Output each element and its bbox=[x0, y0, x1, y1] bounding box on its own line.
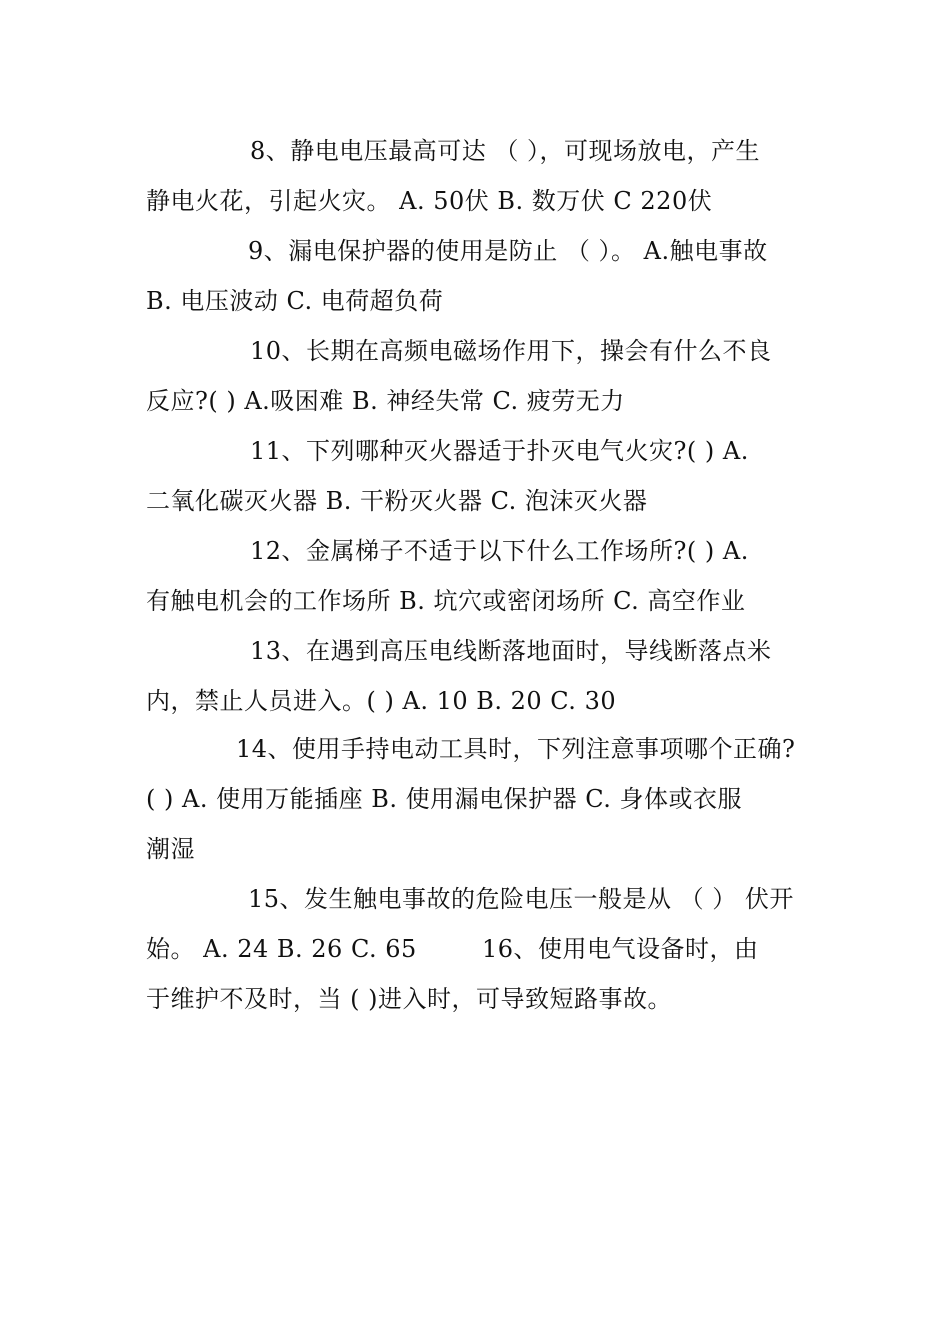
q13-line-1: 13、在遇到高压电线断落地面时，导线断落点米 bbox=[250, 637, 772, 665]
q14-line-2: ( ) A. 使用万能插座 B. 使用漏电保护器 C. 身体或衣服 bbox=[146, 785, 742, 813]
q14-line-1: 14、使用手持电动工具时，下列注意事项哪个正确? bbox=[236, 735, 796, 763]
q12-line-1: 12、金属梯子不适于以下什么工作场所?( ) A. bbox=[250, 537, 749, 565]
q16-line-3: 于维护不及时，当 ( )进入时，可导致短路事故。 bbox=[146, 985, 672, 1013]
q11-line-1: 11、下列哪种灭火器适于扑灭电气火灾?( ) A. bbox=[250, 437, 749, 465]
q10-line-2: 反应?( ) A.吸困难 B. 神经失常 C. 疲劳无力 bbox=[146, 387, 625, 415]
q8-line-1: 8、静电电压最高可达 （ ），可现场放电，产生 bbox=[250, 137, 761, 165]
q15-line-1: 15、发生触电事故的危险电压一般是从 （ ） 伏开 bbox=[248, 885, 794, 913]
q10-line-1: 10、长期在高频电磁场作用下，操会有什么不良 bbox=[250, 337, 772, 365]
q8-line-2: 静电火花，引起火灾。 A. 50伏 B. 数万伏 C 220伏 bbox=[146, 187, 713, 215]
q14-line-3: 潮湿 bbox=[146, 835, 195, 863]
q11-line-2: 二氧化碳灭火器 B. 干粉灭火器 C. 泡沫灭火器 bbox=[146, 487, 648, 515]
q15-line-2: 始。 A. 24 B. 26 C. 65 16、使用电气设备时，由 bbox=[146, 935, 759, 963]
q9-line-1: 9、漏电保护器的使用是防止 （ ）。 A.触电事故 bbox=[248, 237, 768, 265]
q9-line-2: B. 电压波动 C. 电荷超负荷 bbox=[146, 287, 444, 315]
q12-line-2: 有触电机会的工作场所 B. 坑穴或密闭场所 C. 高空作业 bbox=[146, 587, 746, 615]
q13-line-2: 内，禁止人员进入。( ) A. 10 B. 20 C. 30 bbox=[146, 687, 617, 715]
